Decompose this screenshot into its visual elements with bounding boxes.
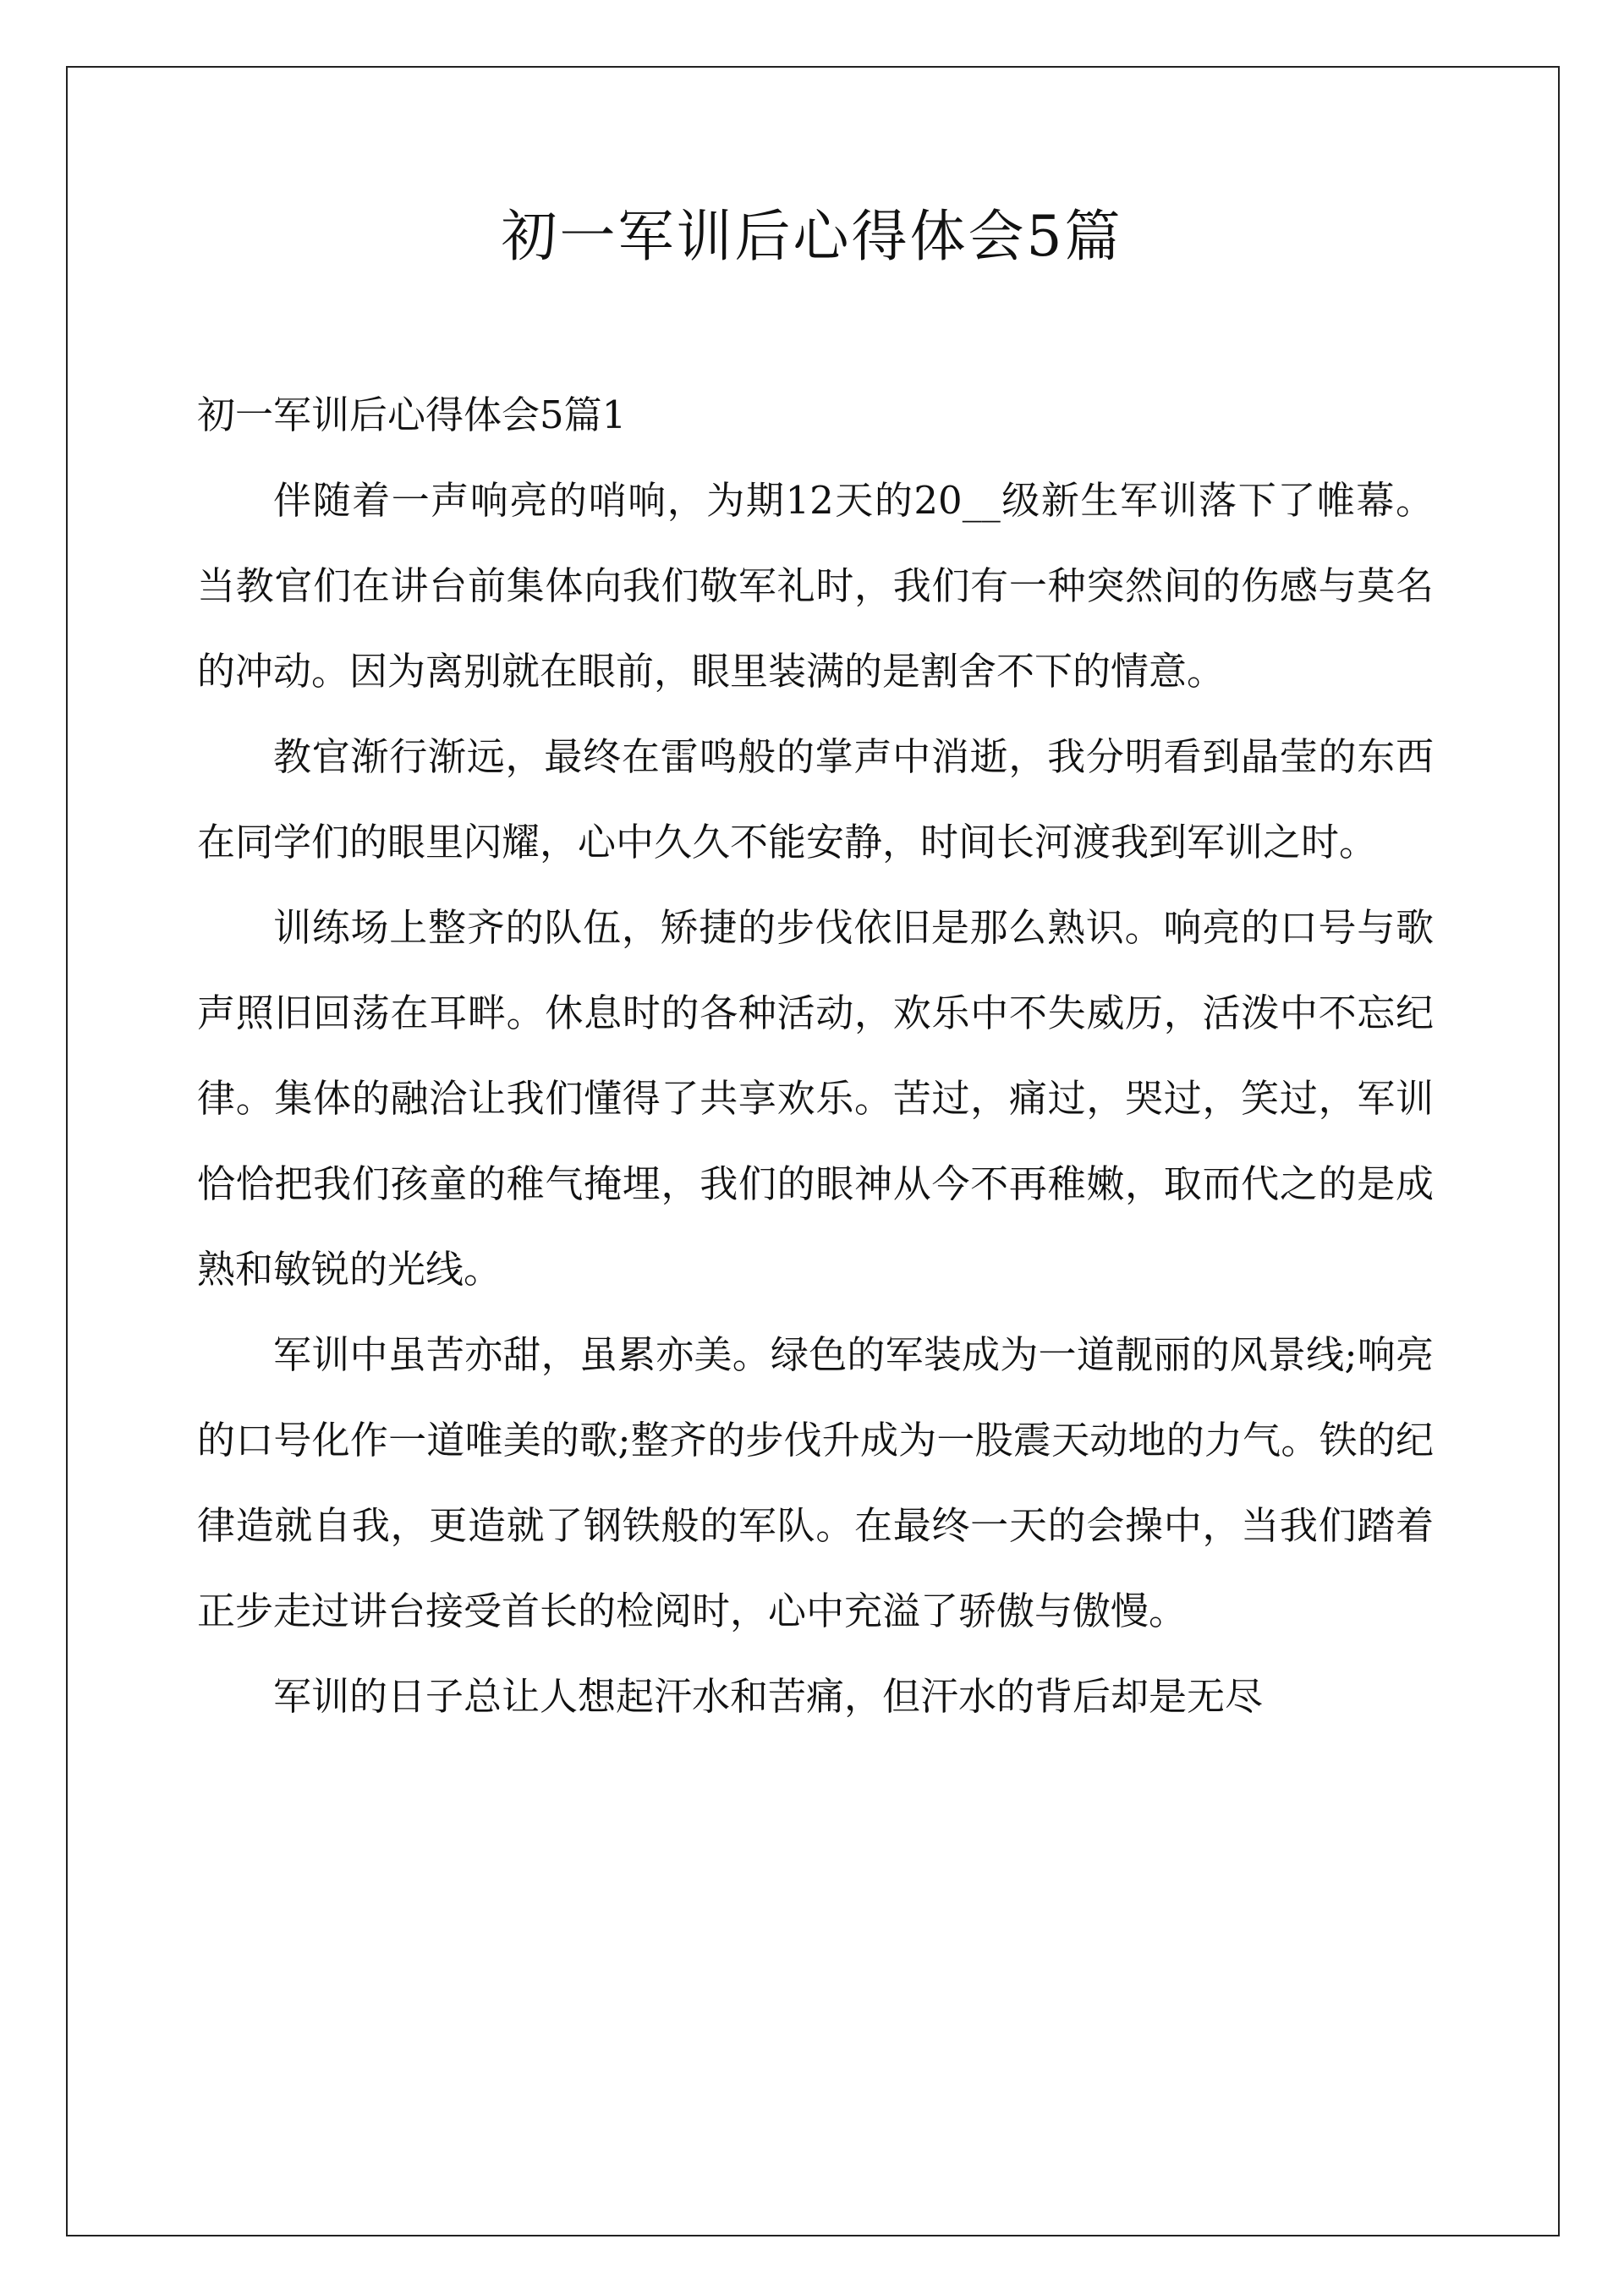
paragraph-1: 伴随着一声响亮的哨响，为期12天的20__级新生军训落下了帷幕。当教官们在讲台前集体向我们敬军礼时，我们有一种突然间的伤感与莫名的冲动。因为离别就在眼前，眼里装满的是割舍不下的情意。	[197, 478, 1434, 694]
paragraph-4: 军训中虽苦亦甜，虽累亦美。绿色的军装成为一道靓丽的风景线;响亮的口号化作一道唯美的歌;整齐的步伐升成为一股震天动地的力气。铁的纪律造就自我，更造就了钢铁般的军队。在最终一天的会操中，当我们踏着正步走过讲台接受首长的检阅时，心中充溢了骄傲与傲慢。	[197, 1332, 1434, 1633]
document-title: 初一军训后心得体会5篇	[501, 204, 1123, 269]
document-body	[197, 372, 1434, 1739]
paragraph-2: 教官渐行渐远，最终在雷鸣般的掌声中消逝，我分明看到晶莹的东西在同学们的眼里闪耀，心中久久不能安静，时间长河渡我到军训之时。	[197, 734, 1434, 864]
paragraph-5: 军训的日子总让人想起汗水和苦痛，但汗水的背后却是无尽	[273, 1674, 1264, 1719]
section-heading: 初一军训后心得体会5篇1	[197, 392, 627, 437]
paragraph-3: 训练场上整齐的队伍，矫捷的步伐依旧是那么熟识。响亮的口号与歌声照旧回荡在耳畔。休息时的各种活动，欢乐中不失威历，活泼中不忘纪律。集体的融洽让我们懂得了共享欢乐。苦过，痛过，哭过，笑过，军训恰恰把我们孩童的稚气掩埋，我们的眼神从今不再稚嫩，取而代之的是成熟和敏锐的光线。	[197, 905, 1434, 1292]
